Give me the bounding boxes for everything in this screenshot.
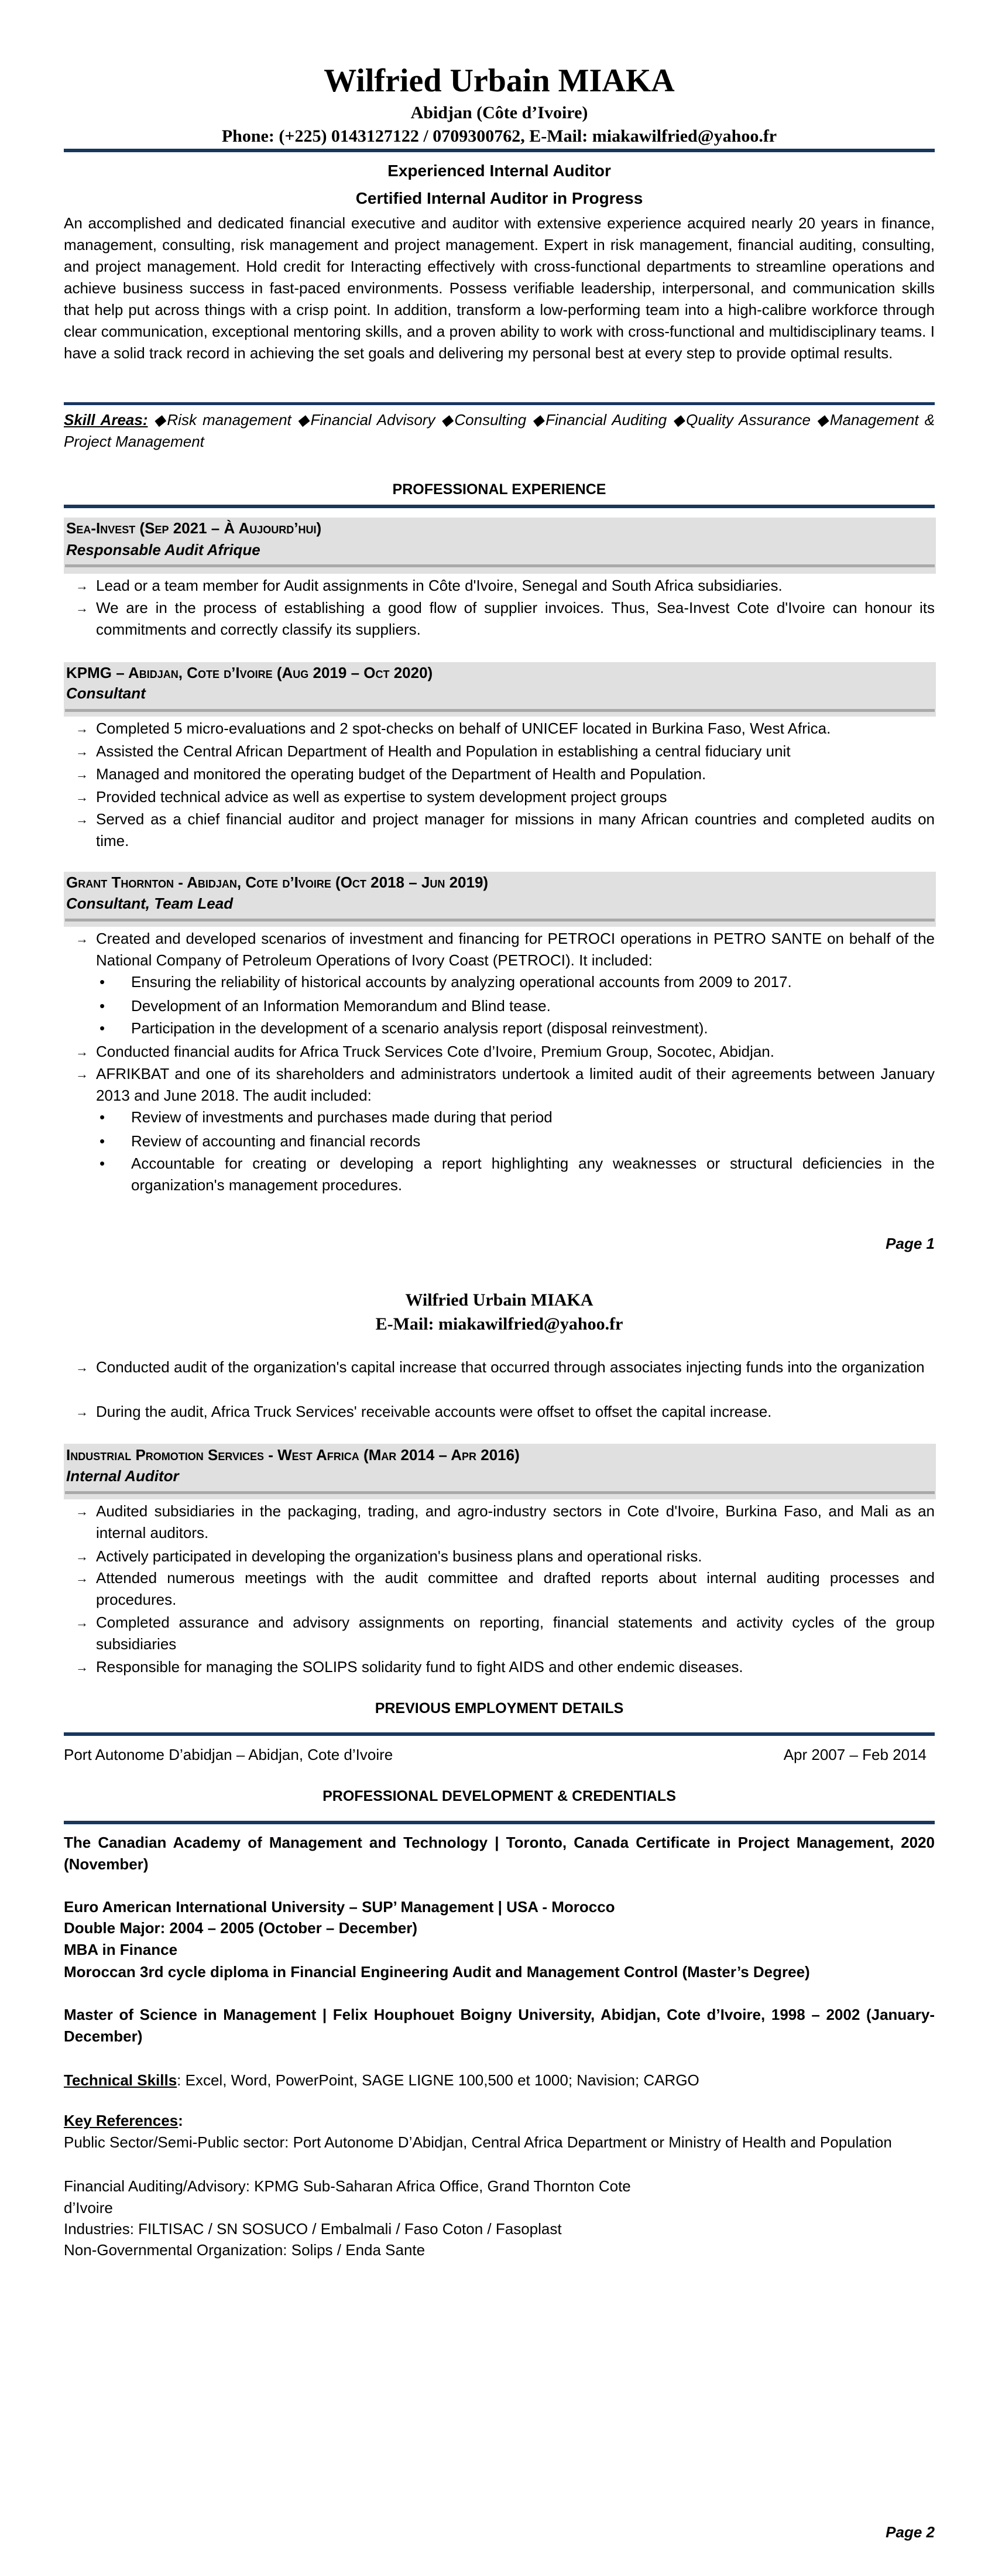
key-references-heading: Key References:	[64, 2112, 183, 2129]
skill-item: ◆Management & Project Management	[64, 411, 935, 450]
skill-item: ◆Risk management	[153, 411, 291, 429]
sub-list-item: • Ensuring the reliability of historical accounts by analyzing operational accounts from 2009 to 2017.	[100, 971, 935, 993]
job-header	[64, 518, 936, 574]
skill-item: ◆Quality Assurance	[673, 411, 811, 429]
arrow-icon: →	[76, 601, 88, 615]
bullet-dot-icon: •	[100, 997, 105, 1015]
arrow-icon: →	[76, 721, 88, 736]
arrow-icon: →	[76, 1504, 88, 1519]
arrow-icon: →	[76, 1571, 88, 1585]
skill-item: ◆Consulting	[441, 411, 527, 429]
divider	[65, 1491, 935, 1494]
bullet-dot-icon: •	[100, 1132, 105, 1150]
list-item: → Lead or a team member for Audit assignments in Côte d'Ivoire, Senegal and South Africa subsidiaries.	[76, 575, 935, 597]
divider	[64, 149, 935, 152]
list-item: → Conducted financial audits for Africa Truck Services Cote d’Ivoire, Premium Group, Socotec, Abidjan.	[76, 1041, 935, 1063]
divider	[64, 1732, 935, 1736]
sub-list-item: • Participation in the development of a scenario analysis report (disposal reinvestment).	[100, 1018, 935, 1039]
list-item: → Managed and monitored the operating budget of the Department of Health and Population.	[76, 763, 935, 785]
page2-email: E-Mail: miakawilfried@yahoo.fr	[375, 1314, 623, 1334]
reference-line: Public Sector/Semi-Public sector: Port Autonome D’Abidjan, Central Africa Department or Ministry of Health and Population	[64, 2133, 892, 2151]
list-item: → We are in the process of establishing a good flow of supplier invoices. Thus, Sea-Invest Cote d'Ivoire can honour its commitments and correctly classify its suppliers.	[76, 597, 935, 640]
job-title: Internal Auditor	[66, 1467, 179, 1485]
arrow-icon: →	[76, 790, 88, 804]
divider	[64, 402, 935, 405]
page2-name: Wilfried Urbain MIAKA	[405, 1290, 593, 1310]
previous-dates: Apr 2007 – Feb 2014	[783, 1746, 927, 1763]
section-heading-experience: PROFESSIONAL EXPERIENCE	[392, 481, 606, 498]
list-item: → Provided technical advice as well as expertise to system development project groups	[76, 786, 935, 808]
headline-subtitle: Certified Internal Auditor in Progress	[355, 189, 643, 207]
sub-list-item: • Review of accounting and financial records	[100, 1131, 935, 1152]
arrow-icon: →	[76, 812, 88, 827]
list-item: → Actively participated in developing the organization's business plans and operational risks.	[76, 1546, 935, 1567]
reference-line: Industries: FILTISAC / SN SOSUCO / Embalmali / Faso Coton / Fasoplast	[64, 2220, 562, 2238]
credential-canadian: The Canadian Academy of Management and Technology | Toronto, Canada Certificate in Project Management, 2020 (November)	[64, 1834, 935, 1873]
contact-line: Phone: (+225) 0143127122 / 0709300762, E-Mail: miakawilfried@yahoo.fr	[221, 126, 777, 146]
previous-employer: Port Autonome D’abidjan – Abidjan, Cote d’Ivoire	[64, 1746, 393, 1763]
candidate-name: Wilfried Urbain MIAKA	[324, 63, 675, 99]
arrow-icon: →	[76, 1405, 88, 1419]
list-item: → Responsible for managing the SOLIPS solidarity fund to fight AIDS and other endemic diseases.	[76, 1656, 935, 1678]
divider	[65, 564, 935, 567]
summary: An accomplished and dedicated financial executive and auditor with extensive experience acquired nearly 20 years in finance, management, consulting, risk management and project management. Expert in risk management, financial auditing, consulting, and project management. Hold credit for Interacting effectively with cross-functional departments to streamline operations and achieve business success in fast-paced environments. Possess verifiable leadership, interpersonal, and communication skills that help put across things with a crisp point. In addition, transform a low-performing team into a high-calibre workforce through clear communication, exceptional mentoring skills, and a proven ability to work with cross-functional and multidisciplinary teams. I have a solid track record in achieving the set goals and delivering my personal best at every step to provide optimal results.	[64, 214, 935, 362]
skill-item: ◆Financial Advisory	[297, 411, 435, 429]
sub-list-item: • Development of an Information Memorandum and Blind tease.	[100, 995, 935, 1017]
arrow-icon: →	[76, 767, 88, 782]
list-item: → Created and developed scenarios of investment and financing for PETROCI operations in PETRO SANTE on behalf of the National Company of Petroleum Operations of Ivory Coast (PETROCI). It included:	[76, 928, 935, 971]
reference-line: Financial Auditing/Advisory: KPMG Sub-Saharan Africa Office, Grand Thornton Cote	[64, 2177, 631, 2195]
arrow-icon: →	[76, 1615, 88, 1630]
bullet-dot-icon: •	[100, 1155, 105, 1172]
job-company: Grant Thornton - Abidjan, Cote d’Ivoire (Oct 2018 – Jun 2019)	[66, 873, 489, 891]
bullet-dot-icon: •	[100, 1019, 105, 1037]
skill-areas-label: Skill Areas:	[64, 411, 148, 429]
job-header	[64, 662, 936, 717]
divider	[65, 919, 935, 922]
arrow-icon: →	[76, 931, 88, 946]
arrow-icon: →	[76, 578, 88, 593]
job-header	[64, 1444, 936, 1499]
job-company: Sea-Invest (Sep 2021 – À Aujourd’hui)	[66, 519, 322, 537]
technical-skills-value: : Excel, Word, PowerPoint, SAGE LIGNE 100,500 et 1000; Navision; CARGO	[177, 2071, 699, 2089]
arrow-icon: →	[76, 744, 88, 759]
list-item: → Completed 5 micro-evaluations and 2 spot-checks on behalf of UNICEF located in Burkina Faso, West Africa.	[76, 718, 935, 739]
bullet-dot-icon: •	[100, 1108, 105, 1126]
job-company: KPMG – Abidjan, Cote d’Ivoire (Aug 2019 – Oct 2020)	[66, 664, 433, 681]
list-item: → Served as a chief financial auditor and project manager for missions in many African countries and completed audits on time.	[76, 809, 935, 852]
divider	[65, 709, 935, 712]
credential-moroccan: Moroccan 3rd cycle diploma in Financial Engineering Audit and Management Control (Master’s Degree)	[64, 1963, 810, 1981]
list-item: → During the audit, Africa Truck Services' receivable accounts were offset to offset the capital increase.	[76, 1401, 935, 1423]
skill-areas	[64, 409, 935, 453]
list-item: → Assisted the Central African Department of Health and Population in establishing a central fiduciary unit	[76, 741, 935, 762]
bullet-dot-icon: •	[100, 973, 105, 991]
job-title: Responsable Audit Afrique	[66, 541, 260, 559]
reference-line: Non-Governmental Organization: Solips / Enda Sante	[64, 2241, 426, 2259]
skill-item: ◆Financial Auditing	[532, 411, 667, 429]
sub-list-item: • Review of investments and purchases made during that period	[100, 1107, 935, 1128]
headline-title: Experienced Internal Auditor	[387, 162, 611, 180]
credential-euro-school: Euro American International University – SUP’ Management | USA - Morocco	[64, 1898, 615, 1916]
technical-skills	[64, 2070, 935, 2091]
arrow-icon: →	[76, 1044, 88, 1059]
sub-list-item: • Accountable for creating or developing a report highlighting any weaknesses or structural deficiencies in the organization's management procedures.	[100, 1153, 935, 1196]
list-item: → AFRIKBAT and one of its shareholders and administrators undertook a limited audit of their agreements between January 2013 and June 2018. The audit included:	[76, 1063, 935, 1107]
credential-master: Master of Science in Management | Felix Houphouet Boigny University, Abidjan, Cote d’Ivoire, 1998 – 2002 (January-December)	[64, 2006, 935, 2045]
credential-mba: MBA in Finance	[64, 1941, 178, 1958]
section-heading-previous: PREVIOUS EMPLOYMENT DETAILS	[375, 1700, 624, 1717]
job-title: Consultant	[66, 684, 146, 702]
arrow-icon: →	[76, 1360, 88, 1375]
list-item: → Conducted audit of the organization's capital increase that occurred through associates injecting funds into the organization	[76, 1356, 935, 1378]
arrow-icon: →	[76, 1549, 88, 1564]
job-title: Consultant, Team Lead	[66, 895, 234, 912]
page-number: Page 2	[886, 2523, 935, 2541]
credential-euro-dates: Double Major: 2004 – 2005 (October – December)	[64, 1919, 418, 1937]
section-heading-credentials: PROFESSIONAL DEVELOPMENT & CREDENTIALS	[322, 1788, 676, 1804]
job-company: Industrial Promotion Services - West Africa (Mar 2014 – Apr 2016)	[66, 1446, 520, 1464]
list-item: → Attended numerous meetings with the audit committee and drafted reports about internal auditing processes and procedures.	[76, 1567, 935, 1611]
page-number: Page 1	[886, 1235, 935, 1252]
arrow-icon: →	[76, 1660, 88, 1674]
reference-line: d’Ivoire	[64, 2199, 113, 2217]
list-item: → Audited subsidiaries in the packaging, trading, and agro-industry sectors in Cote d'Ivoire, Burkina Faso, and Mali as an internal auditors.	[76, 1501, 935, 1544]
job-header	[64, 872, 936, 927]
arrow-icon: →	[76, 1067, 88, 1081]
technical-skills-label: Technical Skills	[64, 2071, 177, 2089]
location: Abidjan (Côte d’Ivoire)	[410, 103, 588, 122]
list-item: → Completed assurance and advisory assignments on reporting, financial statements and activity cycles of the group subsidiaries	[76, 1612, 935, 1655]
divider	[64, 505, 935, 508]
divider	[64, 1821, 935, 1824]
